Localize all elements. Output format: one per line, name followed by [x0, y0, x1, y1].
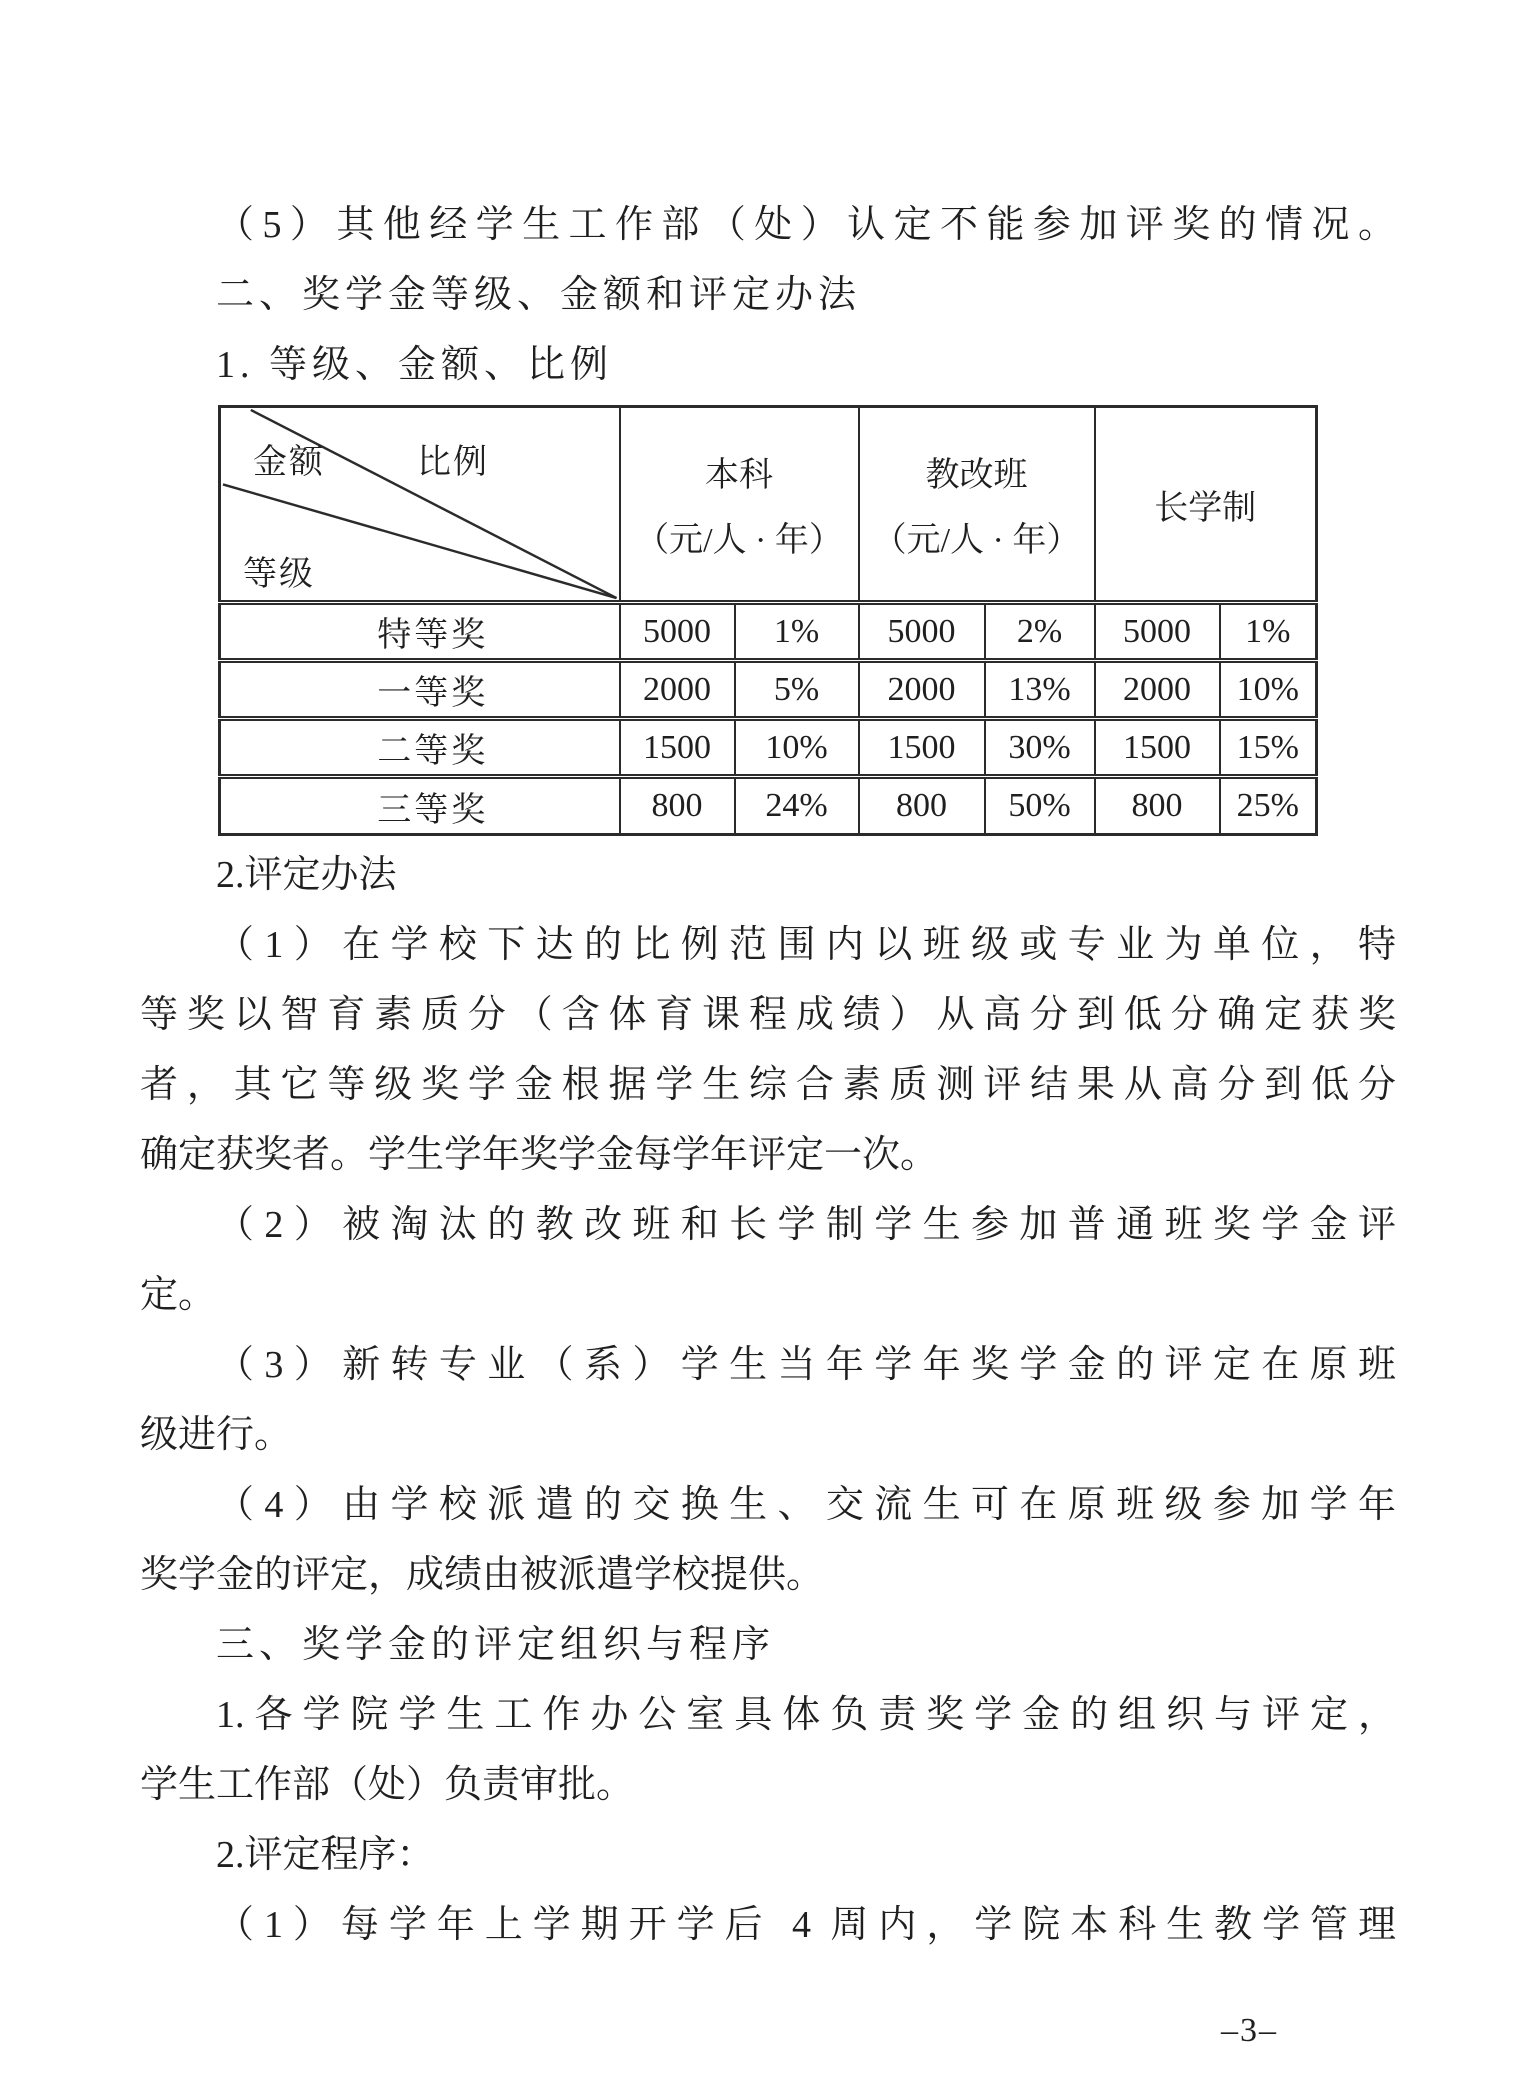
column-header-changxuezhi — [1095, 407, 1317, 603]
section-heading: 2.评定办法 — [216, 854, 397, 896]
ratio-cell: 15% — [1220, 719, 1317, 777]
text-line: 级进行。 — [140, 1414, 293, 1456]
ratio-cell: 13% — [985, 661, 1095, 719]
row-label: 一等奖 — [220, 661, 620, 719]
text-line: （4）由学校派遣的交换生、交流生可在原班级参加学年 — [216, 1484, 1396, 1526]
text-line: （3）新转专业（系）学生当年学年奖学金的评定在原班 — [216, 1344, 1396, 1386]
row-label: 三等奖 — [220, 777, 620, 835]
text-line: 奖学金的评定，成绩由被派遣学校提供。 — [140, 1554, 825, 1596]
text-line: （5）其他经学生工作部（处）认定不能参加评奖的情况。 — [216, 204, 1396, 246]
amount-cell: 5000 — [1095, 603, 1220, 661]
page-number: –3– — [1221, 2012, 1278, 2049]
text-line: 者，其它等级奖学金根据学生综合素质测评结果从高分到低分 — [140, 1064, 1396, 1106]
section-heading: 二、奖学金等级、金额和评定办法 — [216, 274, 862, 316]
table-row — [220, 719, 1317, 777]
amount-cell: 5000 — [859, 603, 985, 661]
column-header-benke — [620, 407, 859, 603]
column-title: 长学制 — [1154, 489, 1257, 527]
amount-cell: 1500 — [620, 719, 735, 777]
amount-cell: 2000 — [620, 661, 735, 719]
text-line: 学生工作部（处）负责审批。 — [140, 1764, 635, 1806]
row-label: 二等奖 — [220, 719, 620, 777]
scholarship-table — [218, 405, 1318, 836]
table-corner-cell — [220, 407, 620, 603]
column-title: 教改班 — [925, 457, 1028, 494]
ratio-cell: 1% — [1220, 603, 1317, 661]
section-heading: 三、奖学金的评定组织与程序 — [216, 1624, 776, 1666]
ratio-cell: 24% — [735, 777, 859, 835]
ratio-cell: 10% — [735, 719, 859, 777]
amount-cell: 800 — [859, 777, 985, 835]
amount-cell: 800 — [620, 777, 735, 835]
ratio-cell: 5% — [735, 661, 859, 719]
column-unit: （元/人 · 年） — [872, 522, 1081, 559]
corner-label-amount: 金额 — [253, 444, 325, 481]
ratio-cell: 25% — [1220, 777, 1317, 835]
text-line: 定。 — [140, 1274, 217, 1316]
text-line: （2）被淘汰的教改班和长学制学生参加普通班奖学金评 — [216, 1204, 1396, 1246]
corner-label-grade: 等级 — [243, 556, 315, 593]
amount-cell: 1500 — [1095, 719, 1220, 777]
column-title: 本科 — [705, 457, 773, 494]
text-line: （1）在学校下达的比例范围内以班级或专业为单位，特 — [216, 924, 1396, 966]
table-row — [220, 603, 1317, 661]
ratio-cell: 30% — [985, 719, 1095, 777]
document-body — [140, 190, 1396, 1960]
ratio-cell: 2% — [985, 603, 1095, 661]
table-row — [220, 661, 1317, 719]
corner-label-ratio: 比例 — [417, 444, 489, 481]
section-heading: 1. 等级、金额、比例 — [216, 344, 614, 386]
ratio-cell: 50% — [985, 777, 1095, 835]
column-unit: （元/人 · 年） — [635, 522, 843, 559]
row-label: 特等奖 — [220, 603, 620, 661]
table-row — [220, 777, 1317, 835]
ratio-cell: 10% — [1220, 661, 1317, 719]
amount-cell: 2000 — [859, 661, 985, 719]
text-line: （1）每学年上学期开学后 4 周内，学院本科生教学管理 — [216, 1904, 1396, 1946]
ratio-cell: 1% — [735, 603, 859, 661]
amount-cell: 2000 — [1095, 661, 1220, 719]
text-line: 确定获奖者。学生学年奖学金每学年评定一次。 — [140, 1134, 939, 1176]
column-header-jiaogaiban — [859, 407, 1095, 603]
amount-cell: 1500 — [859, 719, 985, 777]
amount-cell: 800 — [1095, 777, 1220, 835]
amount-cell: 5000 — [620, 603, 735, 661]
text-line: 等奖以智育素质分（含体育课程成绩）从高分到低分确定获奖 — [140, 994, 1396, 1036]
section-heading: 2.评定程序： — [216, 1834, 435, 1876]
text-line: 1.各学院学生工作办公室具体负责奖学金的组织与评定， — [216, 1694, 1396, 1736]
